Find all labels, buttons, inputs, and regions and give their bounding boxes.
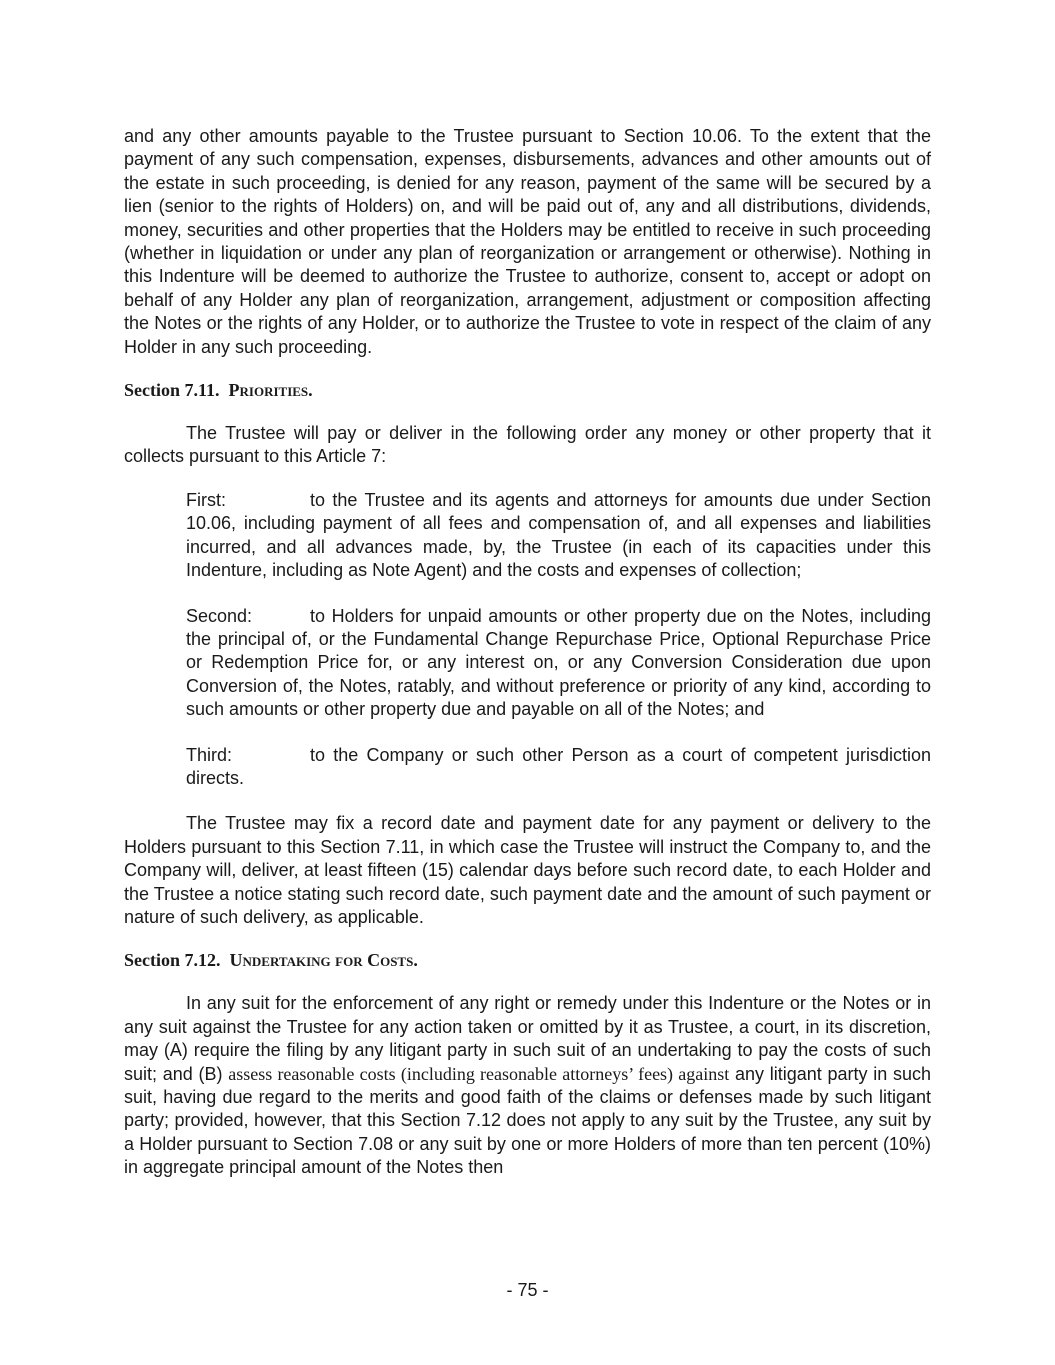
priority-label: First: bbox=[186, 489, 226, 510]
intro-paragraph: and any other amounts payable to the Trustee pursuant to Section 10.06. To the extent that the payment of any such compensation, expenses, disbursements, advances and other amounts out of the estate in such proceeding, is denied for any reason, payment of the same will be secured by a lien (senior to the rights of Holders) on, and will be paid out of, any and all distributions, dividends, money, securities and other properties that the Holders may be entitled to receive in such proceeding (whether in liquidation or under any plan of reorganization or arrangement or otherwise). Nothing in this Indenture will be deemed to authorize the Trustee to authorize, consent to, accept or adopt on behalf of any Holder any plan of reorganization, arrangement, adjustment or composition affecting the Notes or the rights of any Holder, or to authorize the Trustee to vote in respect of the claim of any Holder in any such proceeding. bbox=[124, 126, 931, 357]
priority-item-second bbox=[186, 605, 931, 722]
page-number: - 75 - bbox=[506, 1280, 549, 1300]
section-number: Section 7.11. bbox=[124, 380, 220, 401]
body-text-b: any litigant party in such suit, having due regard to the merits and good faith of the claims or defenses made by such litigant party; provided, however, that this Section 7.12 does not apply to any suit by the Trustee, any suit by a Holder pursuant to Section 7.08 or any suit by one or more Holders of more than ten percent (10%) in aggregate principal amount of the Notes then bbox=[124, 1063, 931, 1178]
priority-label: Third: bbox=[186, 744, 233, 765]
priority-text: to Holders for unpaid amounts or other property due on the Notes, including the principal of, or the Fundamental Change Repurchase Price, Optional Repurchase Price or Redemption Price for, or any interest on, or any Conversion Consideration due upon Conversion of, the Notes, ratably, and without preference or priority of any kind, according to such amounts or other property due and payable on all of the Notes; and bbox=[186, 605, 931, 720]
section-7-11-lead: The Trustee will pay or deliver in the following order any money or other property that it collects pursuant to this Article 7: bbox=[124, 423, 931, 467]
priority-text: to the Company or such other Person as a court of competent jurisdiction directs. bbox=[186, 744, 931, 788]
section-7-12-heading bbox=[124, 949, 931, 972]
section-title: Priorities. bbox=[228, 380, 313, 401]
body-text-a: In any suit for the enforcement of any right or remedy under this Indenture or the Notes or in any suit against the Trustee for any action taken or omitted by it as Trustee, a court, in its discretion, may (A) require the filing by any litigant party in such suit of an undertaking to pay the costs of such suit; and (B) bbox=[124, 993, 931, 1084]
section-number: Section 7.12. bbox=[124, 950, 221, 971]
section-title: Undertaking for Costs. bbox=[229, 950, 418, 971]
priority-label: Second: bbox=[186, 605, 253, 626]
priority-item-first bbox=[186, 489, 931, 583]
priority-item-third bbox=[186, 744, 931, 791]
section-7-11-closing: The Trustee may fix a record date and payment date for any payment or delivery to the Holders pursuant to this Section 7.11, in which case the Trustee will instruct the Company to, and the Company will, deliver, at least fifteen (15) calendar days before such record date, to each Holder and the Trustee a notice stating such record date, such payment date and the amount of such payment or nature of such delivery, as applicable. bbox=[124, 813, 931, 927]
section-7-12-body bbox=[124, 992, 931, 1179]
section-7-11-heading bbox=[124, 379, 931, 402]
body-text-serif: assess reasonable costs (including reasonable attorneys’ fees) against bbox=[228, 1063, 730, 1084]
priority-text: to the Trustee and its agents and attorneys for amounts due under Section 10.06, including payment of all fees and compensation of, and all expenses and liabilities incurred, and all advances made, by, the Trustee (in each of its capacities under this Indenture, including as Note Agent) and the costs and expenses of collection; bbox=[186, 489, 931, 581]
document-page bbox=[124, 125, 931, 1200]
